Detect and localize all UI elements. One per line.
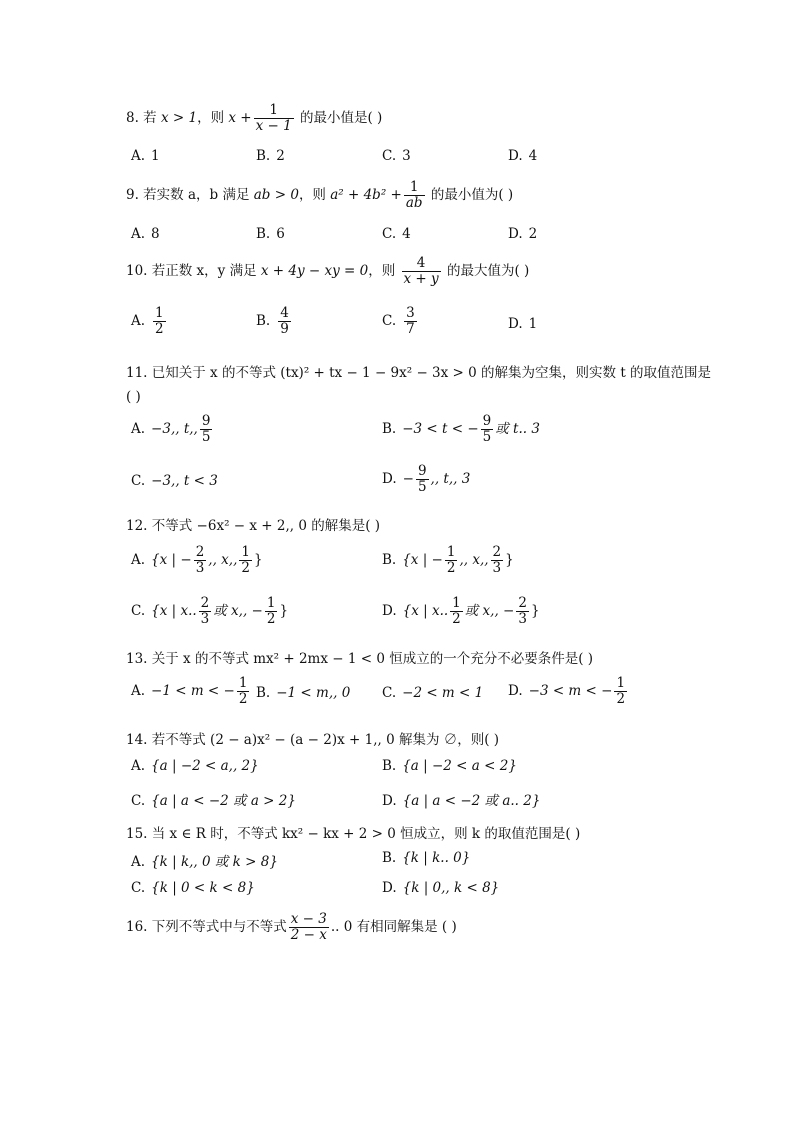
question-16: [126, 912, 457, 943]
option-text: 2: [276, 148, 285, 164]
question-16-tail: .. 0 有相同解集是 ( ): [330, 918, 457, 935]
option-text: 4: [528, 148, 538, 164]
option-label: C.: [131, 602, 146, 619]
option-label: B.: [382, 850, 397, 866]
option-8a[interactable]: [131, 148, 160, 164]
option-text: 1: [528, 316, 538, 332]
option-11a[interactable]: [131, 414, 214, 445]
option-text: {k | k,, 0 或 k > 8}: [151, 854, 278, 870]
option-text: −3,, t,,: [151, 420, 198, 437]
option-text: −1 < m < −: [151, 682, 235, 699]
option-11d[interactable]: [382, 464, 470, 495]
option-text: {x | −: [151, 551, 192, 568]
option-13c[interactable]: [382, 685, 483, 701]
option-fraction: [278, 306, 291, 337]
option-text: {x | x..: [151, 602, 197, 619]
question-16-fraction: [289, 912, 329, 943]
option-15c[interactable]: [131, 880, 255, 896]
fraction-denominator: 9: [280, 320, 289, 337]
option-fraction: [265, 596, 278, 627]
option-label: B.: [256, 148, 271, 164]
fraction-numerator: 1: [452, 595, 461, 611]
option-label: C.: [382, 148, 397, 164]
question-13: 13. 关于 x 的不等式 mx² + 2mx − 1 < 0 恒成立的一个充分不必要条件是( ): [126, 651, 594, 667]
fraction-numerator: 9: [417, 463, 427, 479]
option-8d[interactable]: [508, 148, 537, 164]
fraction-numerator: 1: [446, 544, 456, 560]
fraction-denominator: 2: [155, 320, 164, 337]
fraction-denominator: 2: [616, 690, 626, 707]
option-text: 8: [151, 226, 160, 242]
option-11c[interactable]: [131, 473, 218, 489]
option-label: C.: [382, 685, 397, 701]
fraction-denominator: 2: [446, 559, 456, 576]
option-label: B.: [256, 685, 271, 701]
option-fraction: [450, 596, 463, 627]
option-fraction: [445, 545, 458, 576]
option-label: B.: [382, 551, 397, 568]
option-label: D.: [382, 793, 397, 809]
option-label: C.: [131, 880, 146, 896]
option-label: D.: [508, 226, 523, 242]
option-9b[interactable]: [256, 226, 285, 242]
option-label: A.: [131, 758, 146, 774]
option-13a[interactable]: [131, 676, 251, 707]
option-label: C.: [131, 793, 146, 809]
question-9: [126, 180, 513, 211]
fraction-denominator: 2: [238, 690, 248, 707]
option-fraction: [199, 596, 212, 627]
option-10c[interactable]: [382, 306, 419, 337]
option-8c[interactable]: [382, 148, 411, 164]
option-8b[interactable]: [256, 148, 285, 164]
option-fraction: [491, 545, 504, 576]
question-9-lead: 9. 若实数 a，b 满足: [126, 186, 254, 203]
fraction-denominator: 7: [406, 320, 415, 337]
option-text: −1 < m,, 0: [276, 685, 351, 701]
option-text: ,, t,, 3: [430, 470, 471, 487]
option-15b[interactable]: [382, 850, 470, 866]
fraction-denominator: 3: [200, 610, 210, 627]
fraction-denominator: 2: [452, 610, 461, 627]
question-8-mid: ，则: [197, 109, 229, 126]
option-label: A.: [131, 682, 146, 699]
fraction-numerator: 2: [492, 544, 502, 560]
option-text: }: [279, 602, 289, 619]
question-8-condition: x > 1: [160, 109, 198, 126]
option-text: −: [402, 470, 414, 487]
option-13b[interactable]: [256, 685, 350, 701]
option-text: {a | a < −2 或 a.. 2}: [402, 793, 541, 809]
fraction-denominator: x + y: [403, 270, 439, 287]
option-fraction: [614, 676, 627, 707]
option-label: B.: [256, 226, 271, 242]
option-text: 或 t.. 3: [495, 420, 540, 437]
option-10a[interactable]: [131, 306, 168, 337]
fraction-numerator: 4: [280, 305, 289, 321]
option-text: ,, x,,: [459, 551, 489, 568]
option-14c[interactable]: [131, 789, 296, 809]
option-9c[interactable]: [382, 226, 411, 242]
option-10b[interactable]: [256, 306, 293, 337]
question-9-fraction: [404, 180, 425, 211]
option-fraction: [153, 306, 166, 337]
question-11-line2: ( ): [126, 389, 141, 405]
option-label: A.: [131, 226, 146, 242]
question-10-tail: 的最大值为( ): [442, 262, 530, 279]
option-label: A.: [131, 854, 146, 870]
option-label: D.: [508, 148, 523, 164]
option-12d[interactable]: [382, 596, 540, 627]
option-9a[interactable]: [131, 226, 160, 242]
fraction-denominator: 3: [195, 559, 205, 576]
fraction-denominator: 2: [241, 559, 250, 576]
fraction-denominator: ab: [405, 194, 423, 211]
fraction-numerator: 1: [266, 595, 276, 611]
fraction-denominator: 3: [518, 610, 527, 627]
option-14d[interactable]: [382, 789, 540, 809]
option-text: ,, x,,: [208, 551, 238, 568]
fraction-numerator: 2: [200, 595, 210, 611]
option-label: C.: [382, 312, 397, 329]
fraction-denominator: 5: [482, 428, 492, 445]
fraction-numerator: 2: [518, 595, 527, 611]
option-fraction: [194, 545, 207, 576]
option-text: −3 < t < −: [402, 420, 479, 437]
option-fraction: [516, 596, 529, 627]
option-text: 1: [151, 148, 160, 164]
fraction-numerator: 9: [201, 413, 211, 429]
option-12c[interactable]: [131, 596, 288, 627]
fraction-denominator: x − 1: [255, 117, 292, 134]
fraction-denominator: 3: [492, 559, 502, 576]
option-label: C.: [131, 473, 146, 489]
option-text: {x | x..: [402, 602, 449, 619]
option-text: 2: [528, 226, 538, 242]
option-10d[interactable]: [508, 316, 537, 332]
fraction-numerator: 3: [406, 305, 415, 321]
fraction-numerator: 1: [616, 675, 626, 691]
fraction-numerator: 1: [241, 544, 250, 560]
option-9d[interactable]: [508, 226, 537, 242]
question-9-condition: ab > 0: [253, 186, 299, 203]
option-text: }: [530, 602, 540, 619]
option-12b[interactable]: [382, 545, 514, 576]
option-text: {k | 0,, k < 8}: [402, 880, 500, 896]
question-8-tail: 的最小值是( ): [295, 109, 383, 126]
question-10-lead: 10. 若正数 x，y 满足: [126, 262, 261, 279]
fraction-numerator: 1: [269, 102, 278, 118]
option-text: {a | −2 < a,, 2}: [151, 758, 259, 774]
question-10-mid: ，则: [368, 262, 400, 279]
fraction-denominator: 5: [417, 478, 427, 495]
question-10-fraction: [402, 256, 441, 287]
question-9-tail: 的最小值为( ): [426, 186, 514, 203]
option-label: D.: [508, 316, 523, 332]
option-label: D.: [508, 682, 523, 699]
option-label: A.: [131, 148, 146, 164]
option-11b[interactable]: [382, 414, 540, 445]
question-9-mid: ，则: [298, 186, 331, 203]
fraction-numerator: 2: [195, 544, 205, 560]
question-8-lead: 8. 若: [126, 109, 161, 126]
option-15d[interactable]: [382, 880, 499, 896]
option-text: −2 < m < 1: [402, 685, 484, 701]
fraction-numerator: 1: [155, 305, 164, 321]
option-text: }: [505, 551, 514, 568]
option-12a[interactable]: [131, 545, 263, 576]
option-text: −3,, t < 3: [151, 473, 218, 489]
option-fraction: [481, 414, 494, 445]
option-text: {a | a < −2 或 a > 2}: [151, 793, 296, 809]
option-fraction: [200, 414, 213, 445]
option-text: }: [253, 551, 263, 568]
option-text: 或 x,, −: [213, 602, 263, 619]
option-text: 3: [402, 148, 411, 164]
question-16-lead: 16. 下列不等式中与不等式: [126, 918, 287, 935]
option-label: B.: [256, 312, 271, 329]
option-label: D.: [382, 880, 397, 896]
question-8-fraction: [254, 103, 294, 134]
option-text: {k | k.. 0}: [402, 850, 471, 866]
option-label: A.: [131, 420, 146, 437]
option-fraction: [404, 306, 417, 337]
option-15a[interactable]: [131, 850, 278, 870]
option-13d[interactable]: [508, 676, 629, 707]
option-fraction: [416, 464, 429, 495]
fraction-numerator: 1: [409, 179, 419, 195]
option-label: C.: [382, 226, 397, 242]
question-14: 14. 若不等式 (2 − a)x² − (a − 2)x + 1,, 0 解集为 ∅，则( ): [126, 732, 500, 748]
question-10: [126, 256, 529, 287]
option-label: B.: [382, 420, 397, 437]
option-label: B.: [382, 758, 397, 774]
option-label: A.: [131, 312, 146, 329]
fraction-numerator: 9: [482, 413, 492, 429]
option-text: 6: [276, 226, 285, 242]
option-text: −3 < m < −: [528, 682, 613, 699]
option-fraction: [237, 676, 250, 707]
option-14a[interactable]: [131, 758, 259, 774]
question-11-line1: 11. 已知关于 x 的不等式 (tx)² + tx − 1 − 9x² − 3x > 0 的解集为空集，则实数 t 的取值范围是: [126, 365, 712, 381]
option-text: 或 x,, −: [464, 602, 515, 619]
fraction-denominator: 2: [266, 610, 276, 627]
fraction-numerator: 1: [238, 675, 248, 691]
fraction-denominator: 2 − x: [290, 926, 327, 943]
option-text: {a | −2 < a < 2}: [402, 758, 517, 774]
option-label: D.: [382, 470, 397, 487]
question-12: 12. 不等式 −6x² − x + 2,, 0 的解集是( ): [126, 518, 381, 534]
question-8-expr: x +: [228, 109, 252, 126]
option-text: 4: [402, 226, 411, 242]
option-fraction: [239, 545, 252, 576]
option-label: D.: [382, 602, 397, 619]
question-10-condition: x + 4y − xy = 0: [260, 262, 369, 279]
option-14b[interactable]: [382, 758, 517, 774]
question-9-expr: a² + 4b² +: [330, 186, 402, 203]
question-8: [126, 103, 382, 134]
fraction-numerator: x − 3: [290, 911, 327, 927]
option-label: A.: [131, 551, 146, 568]
question-15: 15. 当 x ∈ R 时，不等式 kx² − kx + 2 > 0 恒成立，则 k 的取值范围是( ): [126, 826, 581, 842]
fraction-numerator: 4: [416, 255, 426, 271]
fraction-denominator: 5: [201, 428, 211, 445]
option-text: {k | 0 < k < 8}: [151, 880, 255, 896]
option-text: {x | −: [402, 551, 443, 568]
